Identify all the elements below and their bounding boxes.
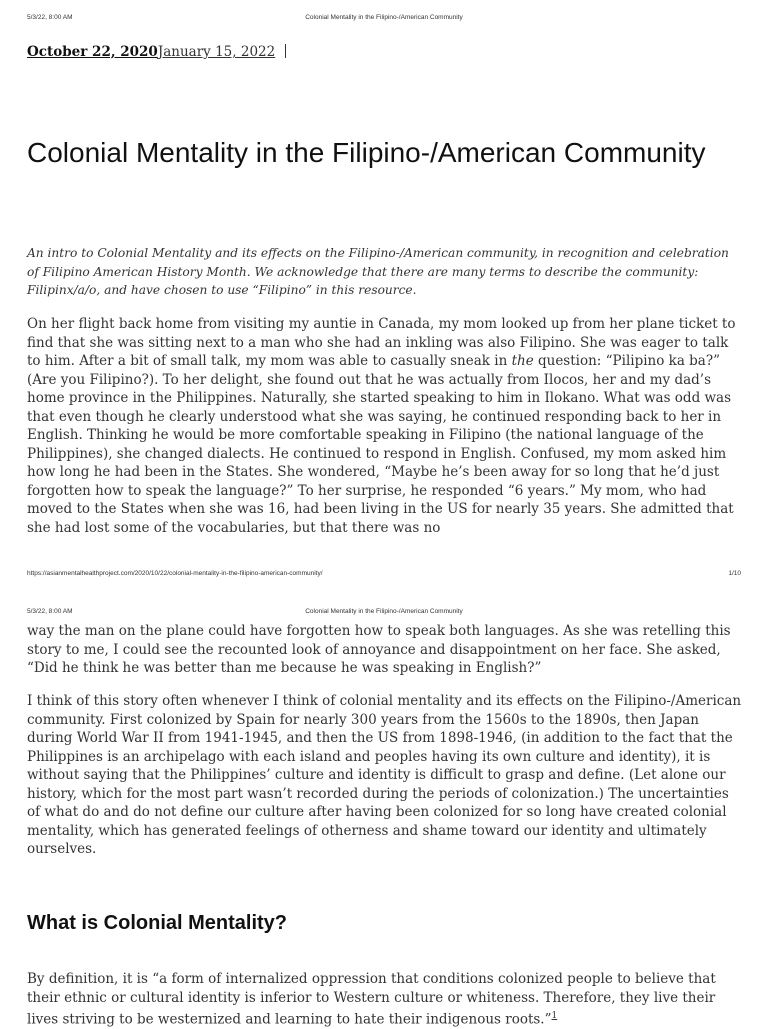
paragraph-1-text-b: question: “Pilipino ka ba?” (Are you Filipino?). To her delight, she found out that he was actually from Ilocos, her and my dad’s home province in the Philippines. Naturally, she started speaking to him in Ilokano. What was odd was that even though he clearly understood what she was saying, he continued responding back to her in English. Thinking he would be more comfortable speaking in Filipino (the national language of the Philippines), she changed dialects. He continued to respond in English. Confused, my mom asked him how long he had been in the States. She wondered, “Maybe he’s been away for so long that he’d just forgotten how to speak the language?” To her surprise, he responded “6 years.” My mom, who had moved to the States when she was 16, had been living in the US for nearly 35 years. She admitted that she had lost some of the vocabularies, but that there was no — [27, 353, 734, 536]
print-date: 5/3/22, 8:00 AM — [27, 14, 73, 21]
paragraph-1-emphasis: the — [511, 353, 534, 369]
print-header — [27, 14, 741, 26]
print-page-number: 1/10 — [728, 570, 741, 577]
paragraph-1 — [27, 315, 743, 536]
published-date-link[interactable]: October 22, 2020 — [27, 44, 158, 60]
meta-divider — [285, 44, 286, 58]
updated-date-link[interactable]: January 15, 2022 — [157, 44, 276, 60]
print-date-2: 5/3/22, 8:00 AM — [27, 608, 73, 615]
footnote-link[interactable]: 1 — [551, 1011, 558, 1021]
print-header-2 — [27, 608, 741, 620]
section-heading: What is Colonial Mentality? — [27, 912, 288, 934]
intro-text: An intro to Colonial Mentality and its effects on the Filipino-/American community, in recognition and celebration of Filipino American History Month. We acknowledge that there are many terms to describe the community: Filipinx/a/o, and have chosen to use “Filipino” in this resource. — [27, 246, 729, 297]
post-dates — [27, 43, 286, 61]
paragraph-2: way the man on the plane could have forgotten how to speak both languages. As she was retelling this story to me, I could see the recounted look of annoyance and disappointment on her face. She asked, “Did he think he was better than me because he was speaking in English?” — [27, 623, 731, 676]
paragraph-4-text: By definition, it is “a form of internalized oppression that conditions colonized people to believe that their ethnic or cultural identity is inferior to Western culture or whiteness. Therefore, they live their lives striving to be westernized and learning to hate their indigenous roots.” — [27, 971, 716, 1028]
paragraph-3: I think of this story often whenever I think of colonial mentality and its effects on the Filipino-/American community. First colonized by Spain for nearly 300 years from the 1560s to the 1890s, then Japan during World War II from 1941-1945, and then the US from 1898-1946, (in addition to the fact that the Philippines is an archipelago with each island and peoples having its own culture and identity), it is without saying that the Philippines’ culture and identity is difficult to grasp and define. (Let alone our history, which for the most part wasn’t recorded during the periods of colonization.) The uncertainties of what do and do not define our culture after having been colonized for so long have created colonial mentality, which has generated feelings of otherness and shame toward our identity and ultimately ourselves. — [27, 693, 742, 857]
print-title-2: Colonial Mentality in the Filipino-/American Community — [305, 608, 463, 615]
page-title: Colonial Mentality in the Filipino-/American Community — [27, 137, 706, 168]
print-title: Colonial Mentality in the Filipino-/American Community — [305, 14, 463, 21]
paragraph-1-text-a: On her flight back home from visiting my auntie in Canada, my mom looked up from her plane ticket to find that she was sitting next to a man who she had an inkling was also Filipino. She was eager to talk to him. After a bit of small talk, my mom was able to casually sneak in — [27, 316, 736, 369]
print-footer — [27, 570, 741, 582]
print-url: https://asianmentalhealthproject.com/2020/10/22/colonial-mentality-in-the-filipino-american-community/ — [27, 570, 323, 577]
paragraph-4 — [27, 970, 743, 1029]
